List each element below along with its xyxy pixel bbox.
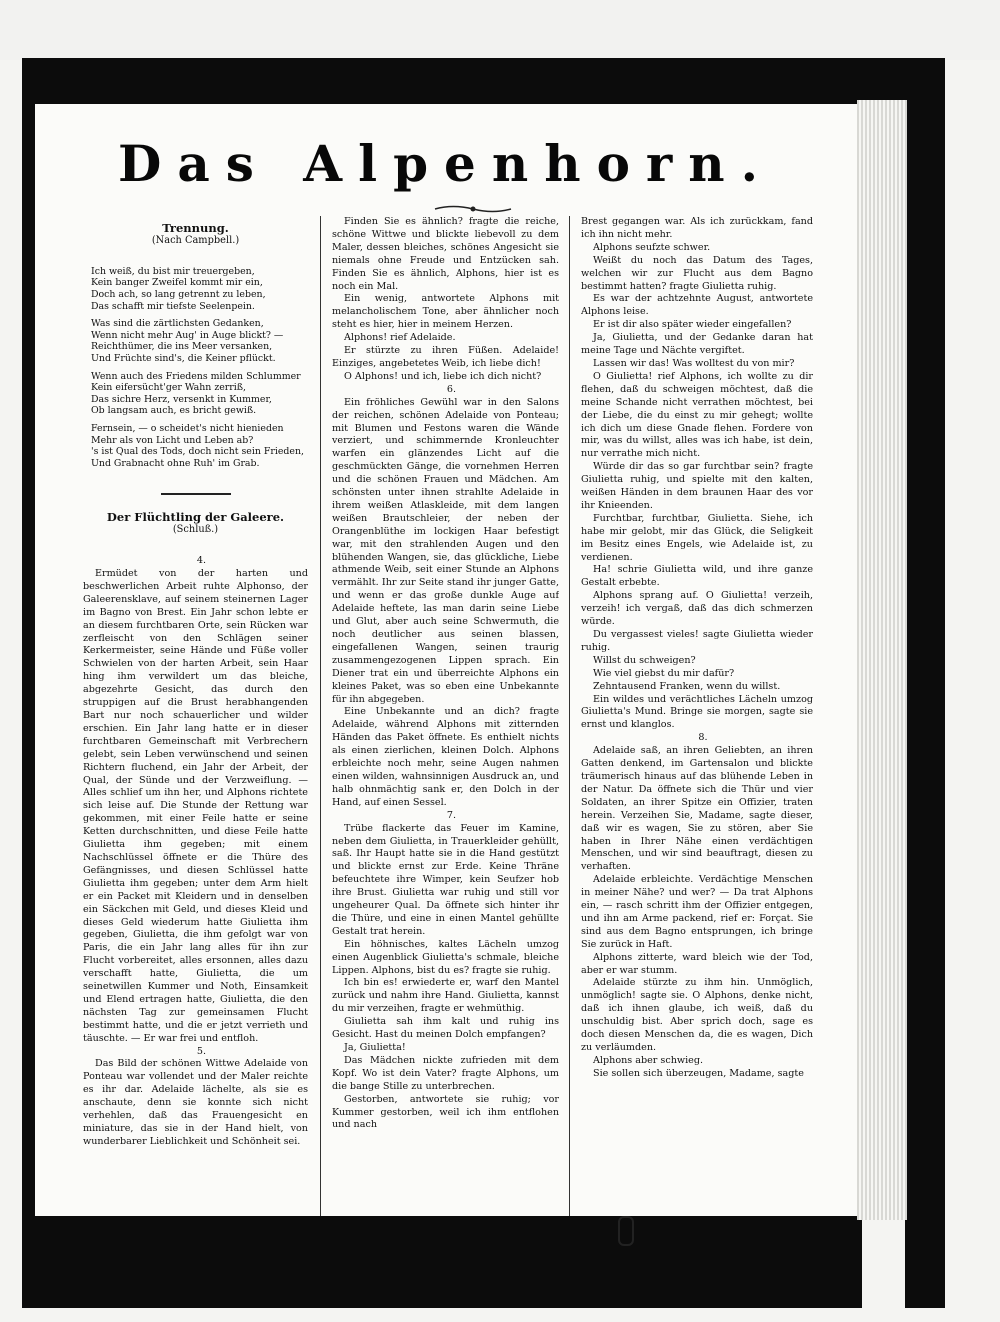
poem-stanza bbox=[91, 318, 308, 364]
paragraph: Ha! schrie Giulietta wild, und ihre ganze Gestalt erbebte. bbox=[581, 564, 813, 589]
paragraph: Das Mädchen nickte zufrieden mit dem Kopf. Wo ist dein Vater? fragte Alphons, um die bange Stille zu unterbrechen. bbox=[332, 1054, 559, 1092]
paragraph: Eine Unbekannte und an dich? fragte Adelaide, während Alphons mit zitternden Händen das Paket öffnete. Es enthielt nichts als einen zierlichen, kleinen Dolch. Alphons erbleichte noch mehr, seine Augen nahmen einen wilden, wahnsinnigen Ausdruck an, und halb ohnmächtig sank er, den Dolch in der Hand, auf einen Sessel. bbox=[332, 706, 559, 808]
paragraph: Er ist dir also später wieder eingefallen? bbox=[593, 319, 792, 331]
paragraph: O Giulietta! rief Alphons, ich wollte zu dir flehen, daß du schweigen möchtest, daß die meine Schande nicht verrathen möchtest, bei der Liebe, die du einst zu mir gehegt; wollte ich dich um diese Gnade flehen. Fordere von mir, was du willst, alles was ich habe, ist dein, nur verrathe mich nicht. bbox=[581, 370, 813, 460]
paragraph: Alphons zitterte, ward bleich wie der Tod, aber er war stumm. bbox=[581, 951, 813, 976]
section-number: 8. bbox=[698, 732, 708, 744]
column-divider-2 bbox=[569, 216, 570, 1216]
paragraph: Das Bild der schönen Wittwe Adelaide von Ponteau war vollendet und der Maler reichte es ihr dar. Adelaide lächelte, als sie es anschaute, denn sie konnte sich nicht verhehlen, daß das Frauengesicht en miniature, das sie in der Hand hielt, von wunderbarer Lieblichkeit und Schönheit sei. bbox=[83, 1058, 308, 1147]
poem-line: Ob langsam auch, es bricht gewiß. bbox=[91, 405, 257, 417]
paragraph: Er stürzte zu ihren Füßen. Adelaide! Einziges, angebetetes Weib, ich liebe dich! bbox=[332, 345, 559, 369]
poem-line: 's ist Qual des Tods, doch nicht sein Frieden, bbox=[91, 446, 304, 458]
poem-line: Doch ach, so lang getrennt zu leben, bbox=[91, 289, 266, 300]
section-number: 5. bbox=[196, 1045, 207, 1057]
paragraph: Ein wenig, antwortete Alphons mit melancholischem Tone, aber ähnlicher noch steht es hier, hier in meinem Herzen. bbox=[332, 293, 559, 331]
paragraph: Lassen wir das! Was wolltest du von mir? bbox=[593, 357, 795, 369]
column-3 bbox=[581, 216, 813, 1216]
paragraph: Finden Sie es ähnlich? fragte die reiche, schöne Wittwe und blickte liebevoll zu dem Maler, dessen bleiches, schönes Angesicht sie niemals ohne Freude und Entzücken sah. Finden Sie es ähnlich, Alphons, hier ist es noch ein Mal. bbox=[332, 216, 559, 292]
section-number: 6. bbox=[446, 383, 457, 395]
paragraph: Ich bin es! erwiederte er, warf den Mantel zurück und nahm ihre Hand. Giulietta, kannst du mir verzeihen, fragte er wehmüthig. bbox=[332, 977, 559, 1015]
paragraph: Giulietta sah ihm kalt und ruhig ins Gesicht. Hast du meinen Dolch empfangen? bbox=[332, 1016, 559, 1041]
book-page-edge bbox=[857, 100, 907, 1220]
poem-subtitle: (Nach Campbell.) bbox=[151, 234, 240, 246]
poem-line: Reichthümer, die ins Meer versanken, bbox=[91, 341, 273, 353]
paragraph: Würde dir das so gar furchtbar sein? fragte Giulietta ruhig, und spielte mit den kalten, weißen Händen in dem braunen Haar des vor ihr Knieenden. bbox=[581, 461, 813, 511]
scan-shadow-right bbox=[905, 58, 945, 1308]
paragraph: Alphons aber schwieg. bbox=[593, 1054, 704, 1066]
poem-line: Und Grabnacht ohne Ruh' im Grab. bbox=[91, 457, 260, 469]
paragraph: Alphons! rief Adelaide. bbox=[344, 332, 456, 344]
paragraph: Du vergassest vieles! sagte Giulietta wieder ruhig. bbox=[581, 629, 813, 653]
paragraph: Gestorben, antwortete sie ruhig; vor Kummer gestorben, weil ich ihm entflohen und nach bbox=[332, 1093, 559, 1131]
paragraph: Zehntausend Franken, wenn du willst. bbox=[593, 680, 781, 692]
paragraph: O Alphons! und ich, liebe ich dich nicht? bbox=[344, 370, 542, 382]
scan-shadow-top bbox=[22, 58, 922, 104]
section-number: 4. bbox=[196, 555, 207, 567]
paragraph: Sie sollen sich überzeugen, Madame, sagte bbox=[593, 1067, 804, 1079]
scan-shadow-left bbox=[22, 58, 36, 1308]
poem-line: Wenn nicht mehr Aug' in Auge blickt? — bbox=[91, 329, 284, 341]
poem-line: Wenn auch des Friedens milden Schlummer bbox=[91, 370, 301, 382]
poem-title: Trennung. bbox=[162, 221, 229, 235]
section-separator bbox=[161, 493, 231, 495]
paragraph: Ein wildes und verächtliches Lächeln umzog Giulietta's Mund. Bringe sie morgen, sagte sie ernst und klanglos. bbox=[581, 693, 813, 731]
paragraph: Adelaide erbleichte. Verdächtige Menschen in meiner Nähe? und wer? — Da trat Alphons ein, — rasch schritt ihm der Offizier entgegen, und ihn am Arme packend, rief er: Forçat. Sie sind aus dem Bagno entsprungen, ich bringe Sie zurück in Haft. bbox=[581, 874, 813, 950]
poem-line: Ich weiß, du bist mir treuergeben, bbox=[91, 265, 255, 277]
story-subtitle: (Schluß.) bbox=[172, 524, 219, 536]
poem-stanza bbox=[91, 423, 308, 469]
poem-line: Das sichre Herz, versenkt in Kummer, bbox=[91, 393, 272, 405]
masthead-ornament bbox=[433, 204, 513, 214]
newspaper-page bbox=[35, 104, 857, 1216]
paragraph: Es war der achtzehnte August, antwortete Alphons leise. bbox=[581, 293, 813, 318]
paragraph: Alphons seufzte schwer. bbox=[593, 241, 711, 253]
scan-artifact-mark bbox=[618, 1216, 634, 1246]
masthead-title: Das Alpenhorn. bbox=[117, 134, 775, 193]
story-title: Der Flüchtling der Galeere. bbox=[106, 510, 285, 525]
scan-background-top bbox=[0, 0, 1000, 60]
section-number: 7. bbox=[446, 809, 457, 821]
poem-stanza bbox=[91, 371, 308, 417]
column-divider-1 bbox=[320, 216, 321, 1216]
paragraph: Alphons sprang auf. O Giulietta! verzeih, verzeih! ich vergaß, daß das dich schmerzen würde. bbox=[581, 590, 813, 628]
paragraph: Adelaide stürzte zu ihm hin. Unmöglich, unmöglich! sagte sie. O Alphons, denke nicht, daß ich ihnen glaube, ich weiß, daß du unschuldig bist. Aber sprich doch, sage es doch diesen Menschen da, die es wagen, Dich zu verläumden. bbox=[581, 977, 813, 1053]
paragraph: Weißt du noch das Datum des Tages, welchen wir zur Flucht aus dem Bagno bestimmt hatten? fragte Giulietta ruhig. bbox=[581, 254, 813, 292]
paragraph: Brest gegangen war. Als ich zurückkam, fand ich ihn nicht mehr. bbox=[581, 216, 813, 240]
poem-line: Und Früchte sind's, die Keiner pflückt. bbox=[91, 352, 276, 364]
column-2 bbox=[332, 216, 559, 1216]
column-1 bbox=[83, 216, 308, 1216]
poem-line: Fernsein, — o scheidet's nicht hienieden bbox=[91, 422, 284, 434]
paragraph: Ja, Giulietta! bbox=[344, 1042, 406, 1053]
paragraph: Ein höhnisches, kaltes Lächeln umzog einen Augenblick Giulietta's schmale, bleiche Lippen. Alphons, bist du es? fragte sie ruhig. bbox=[332, 938, 559, 976]
paragraph: Ermüdet von der harten und beschwerlichen Arbeit ruhte Alphonso, der Galeerensklave, auf seinem steinernen Lager im Bagno von Brest. Ein Jahr schon lebte er an diesem furchtbaren Orte, sein Rücken war zerfleischt von den Schlägen seiner Kerkermeister, seine Hände und Füße voller Schwielen von der harten Arbeit, sein Haar hing ihm verwildert um das bleiche, abgezehrte Gesicht, das durch den struppigen auf die Brust herabhangenden Bart nur noch schauerlicher und wilder erschien. Ein Jahr lang hatte er in dieser furchtbaren Gemeinschaft mit Verbrechern gelebt, sein Leben verwünschend und seinen Richtern fluchend, ein Jahr der Arbeit, der Qual, der Sünde und der Verzweiflung. — Alles schlief um ihn her, und Alphons richtete sich leise auf. Die Stunde der Rettung war gekommen, mit einer Feile hatte er seine Ketten durchschnitten, und diese Feile hatte Giulietta ihm gegeben; mit einem Nachschlüssel öffnete er die Thüre des Gefängnisses, und diesen Schlüssel hatte Giulietta ihm gegeben; unter dem Arm hielt er ein Packet mit Kleidern und in denselben ein Säckchen mit Geld, und dieses Kleid und dieses Geld wiederum hatte Giulietta ihm gegeben, Giulietta, die ihm gefolgt war von Paris, die ein Jahr lang alles für ihn zur Flucht vorbereitet, alles ersonnen, alles dazu verschafft hatte, Giulietta, die um seinetwillen Kummer und Noth, Einsamkeit und Elend ertragen hatte, Giulietta, die den nächsten Tag zur gemeinsamen Flucht bestimmt hatte, und die er jetzt verrieth und täuschte. — Er war frei und entfloh. bbox=[83, 568, 308, 1044]
paragraph: Ja, Giulietta, und der Gedanke daran hat meine Tage und Nächte vergiftet. bbox=[581, 332, 813, 357]
paragraph: Furchtbar, furchtbar, Giulietta. Siehe, ich habe mir gelobt, mir das Glück, die Seligkeit im Besitz eines Engels, wie Adelaide ist, zu verdienen. bbox=[581, 512, 813, 563]
paragraph: Ein fröhliches Gewühl war in den Salons der reichen, schönen Adelaide von Ponteau; mit Blumen und Festons waren die Wände verziert, und schimmernde Kronleuchter warfen ein glänzendes Licht auf die geschmückten Gänge, die vornehmen Herren und die schönen Frauen und Mädchen. Am schönsten unter ihnen strahlte Adelaide in ihrem weißen Atlaskleide, mit dem langen weißen Brautschleier, der neben der Orangenblüthe im lockigen Haar befestigt war, mit den strahlenden Augen und den blühenden Wangen, sie, das glückliche, Liebe athmende Weib, seit einer Stunde an Alphons vermählt. Ihr zur Seite stand ihr junger Gatte, und wenn er das große dunkle Auge auf Adelaide heftete, las man darin seine Liebe und Glut, aber auch seine Schwermuth, die noch deutlicher aus seinen blassen, eingefallenen Wangen, seinen traurig zusammengezogenen Lippen sprach. Ein Diener trat ein und überreichte Alphons ein kleines Paket, was so eben eine Unbekannte für ihn abgegeben. bbox=[332, 396, 559, 705]
poem-stanza bbox=[91, 266, 308, 312]
scan-shadow-bottom bbox=[22, 1216, 862, 1308]
poem bbox=[91, 266, 308, 470]
paragraph: Wie viel giebst du mir dafür? bbox=[593, 667, 735, 679]
poem-line: Mehr als von Licht und Leben ab? bbox=[91, 434, 254, 446]
poem-line: Kein eifersücht'ger Wahn zerriß, bbox=[91, 382, 247, 394]
poem-line: Kein banger Zweifel kommt mir ein, bbox=[91, 277, 263, 289]
paragraph: Adelaide saß, an ihren Geliebten, an ihren Gatten denkend, im Gartensalon und blickte träumerisch hinaus auf das blühende Leben in der Natur. Da öffnete sich die Thür und vier Soldaten, an ihrer Spitze ein Offizier, traten herein. Verzeihen Sie, Madame, sagte dieser, daß wir es wagen, Sie zu stören, aber Sie haben in Ihrer Nähe einen verdächtigen Menschen, und wir sind beauftragt, diesen zu verhaften. bbox=[581, 745, 813, 873]
paragraph: Trübe flackerte das Feuer im Kamine, neben dem Giulietta, in Trauerkleider gehüllt, saß. Ihr Haupt hatte sie in die Hand gestützt und blickte ernst zur Erde. Keine Thräne befeuchtete ihre Wimper, kein Seufzer hob ihre Brust. Giulietta war ruhig und still vor ungeheurer Qual. Da öffnete sich hinter ihr die Thüre, und eine in einen Mantel gehüllte Gestalt trat herein. bbox=[332, 822, 559, 937]
poem-line: Das schafft mir tiefste Seelenpein. bbox=[91, 300, 255, 312]
paragraph: Willst du schweigen? bbox=[593, 654, 696, 666]
poem-line: Was sind die zärtlichsten Gedanken, bbox=[91, 318, 264, 330]
